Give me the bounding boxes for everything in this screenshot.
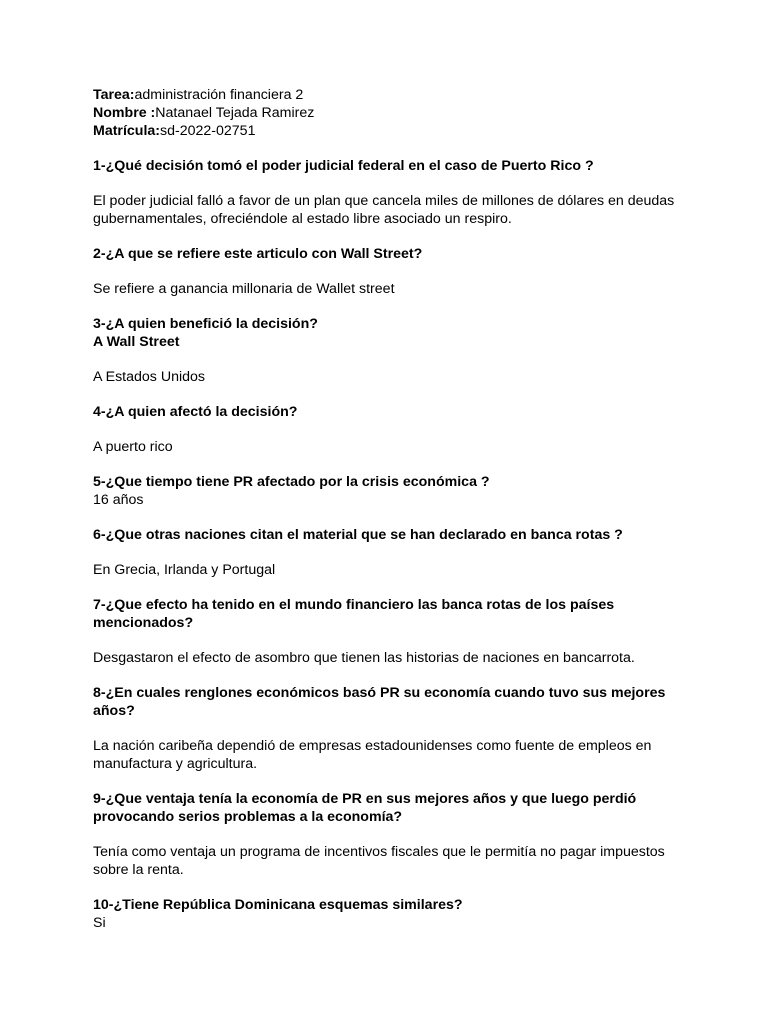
nombre-line bbox=[93, 104, 693, 122]
tarea-label: Tarea: bbox=[93, 87, 135, 103]
tarea-line bbox=[93, 86, 693, 104]
matricula-line bbox=[93, 122, 693, 140]
answer-10: Si bbox=[93, 915, 106, 931]
tarea-value: administración financiera 2 bbox=[134, 87, 304, 103]
answer-6: En Grecia, Irlanda y Portugal bbox=[93, 562, 276, 578]
question-3-extra: A Wall Street bbox=[93, 334, 180, 350]
matricula-value: sd-2022-02751 bbox=[160, 123, 256, 139]
question-9: 9-¿Que ventaja tenía la economía de PR en sus mejores años y que luego perdió provocando serios problemas a la economía? bbox=[93, 791, 637, 825]
document-page bbox=[93, 86, 693, 932]
question-7: 7-¿Que efecto ha tenido en el mundo financiero las banca rotas de los países mencionados? bbox=[93, 597, 615, 631]
answer-4: A puerto rico bbox=[93, 439, 173, 455]
nombre-value: Natanael Tejada Ramirez bbox=[155, 105, 315, 121]
question-6: 6-¿Que otras naciones citan el material que se han declarado en banca rotas ? bbox=[93, 527, 623, 543]
answer-3: A Estados Unidos bbox=[93, 369, 205, 385]
question-1: 1-¿Qué decisión tomó el poder judicial federal en el caso de Puerto Rico ? bbox=[93, 158, 594, 174]
question-4: 4-¿A quien afectó la decisión? bbox=[93, 404, 298, 420]
question-10: 10-¿Tiene República Dominicana esquemas similares? bbox=[93, 897, 463, 913]
answer-5: 16 años bbox=[93, 492, 144, 508]
matricula-label: Matrícula: bbox=[93, 123, 161, 139]
answer-8: La nación caribeña dependió de empresas estadounidenses como fuente de empleos en manufactura y agricultura. bbox=[93, 738, 652, 772]
question-3: 3-¿A quien benefició la decisión? bbox=[93, 316, 318, 332]
document-header bbox=[93, 86, 693, 140]
answer-1: El poder judicial falló a favor de un plan que cancela miles de millones de dólares en deudas gubernamentales, ofreciéndole al estado libre asociado un respiro. bbox=[93, 193, 675, 227]
nombre-label: Nombre : bbox=[93, 105, 156, 121]
question-8: 8-¿En cuales renglones económicos basó PR su economía cuando tuvo sus mejores años? bbox=[93, 685, 666, 719]
question-5: 5-¿Que tiempo tiene PR afectado por la crisis económica ? bbox=[93, 474, 490, 490]
answer-7: Desgastaron el efecto de asombro que tienen las historias de naciones en bancarrota. bbox=[93, 650, 635, 666]
answer-2: Se refiere a ganancia millonaria de Wallet street bbox=[93, 281, 395, 297]
answer-9: Tenía como ventaja un programa de incentivos fiscales que le permitía no pagar impuestos sobre la renta. bbox=[93, 844, 665, 878]
question-2: 2-¿A que se refiere este articulo con Wall Street? bbox=[93, 246, 423, 262]
